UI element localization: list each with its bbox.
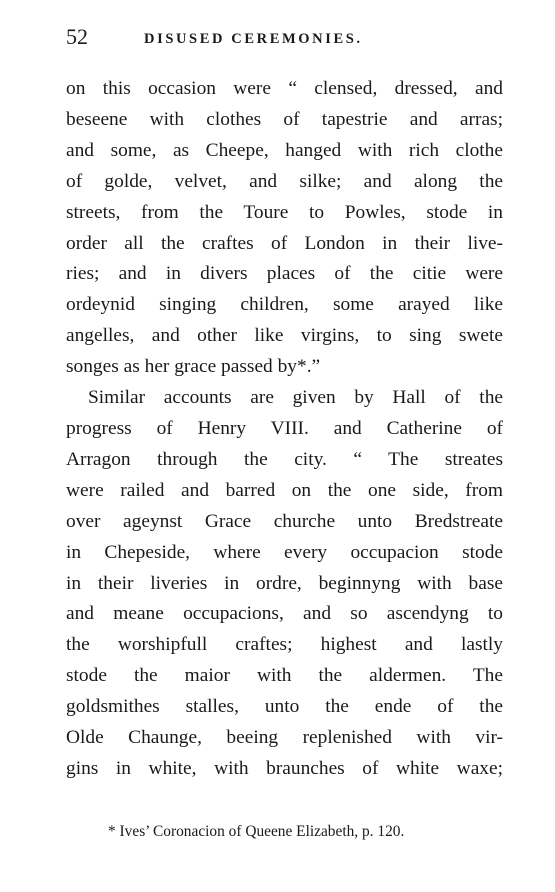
text-line: the worshipfull craftes; highest and lastly — [66, 634, 503, 656]
text-line: streets, from the Toure to Powles, stode in — [66, 201, 503, 223]
running-head — [66, 22, 502, 52]
text-line: order all the craftes of London in their live- — [66, 232, 503, 254]
page-number: 52 — [66, 24, 88, 49]
paragraph-2 — [66, 383, 503, 785]
paragraph-1 — [66, 74, 503, 383]
text-line: ordeynid singing children, some arayed like — [66, 294, 503, 316]
text-line: on this occasion were “ clensed, dressed, and — [66, 78, 503, 99]
text-line: gins in white, with braunches of white waxe; — [66, 757, 503, 779]
footnote: * Ives’ Coronacion of Queene Elizabeth, p. 120. — [108, 823, 405, 840]
text-line: ries; and in divers places of the citie were — [66, 263, 503, 285]
text-line: of golde, velvet, and silke; and along the — [66, 170, 503, 192]
text-line: songes as her grace passed by*.” — [66, 356, 321, 378]
text-line: and meane occupacions, and so ascendyng to — [66, 603, 503, 625]
text-line: and some, as Cheepe, hanged with rich clothe — [66, 139, 503, 161]
text-line: stode the maior with the aldermen. The — [66, 665, 503, 687]
text-line: over ageynst Grace churche unto Bredstreate — [66, 510, 503, 532]
text-line: were railed and barred on the one side, from — [66, 479, 503, 501]
text-line: Olde Chaunge, beeing replenished with vir- — [66, 727, 503, 749]
text-line: in Chepeside, where every occupacion stode — [66, 541, 503, 563]
text-line: Similar accounts are given by Hall of the — [88, 387, 503, 409]
text-line: angelles, and other like virgins, to sing swete — [66, 325, 503, 347]
running-title: DISUSED CEREMONIES. — [144, 31, 363, 47]
text-line: progress of Henry VIII. and Catherine of — [66, 417, 503, 439]
text-line: beseene with clothes of tapestrie and arras; — [66, 108, 503, 130]
text-line: goldsmithes stalles, unto the ende of the — [66, 696, 503, 718]
text-line: in their liveries in ordre, beginnyng with base — [66, 572, 503, 594]
body-text — [66, 74, 503, 785]
text-line: Arragon through the city. “ The streates — [66, 448, 503, 470]
